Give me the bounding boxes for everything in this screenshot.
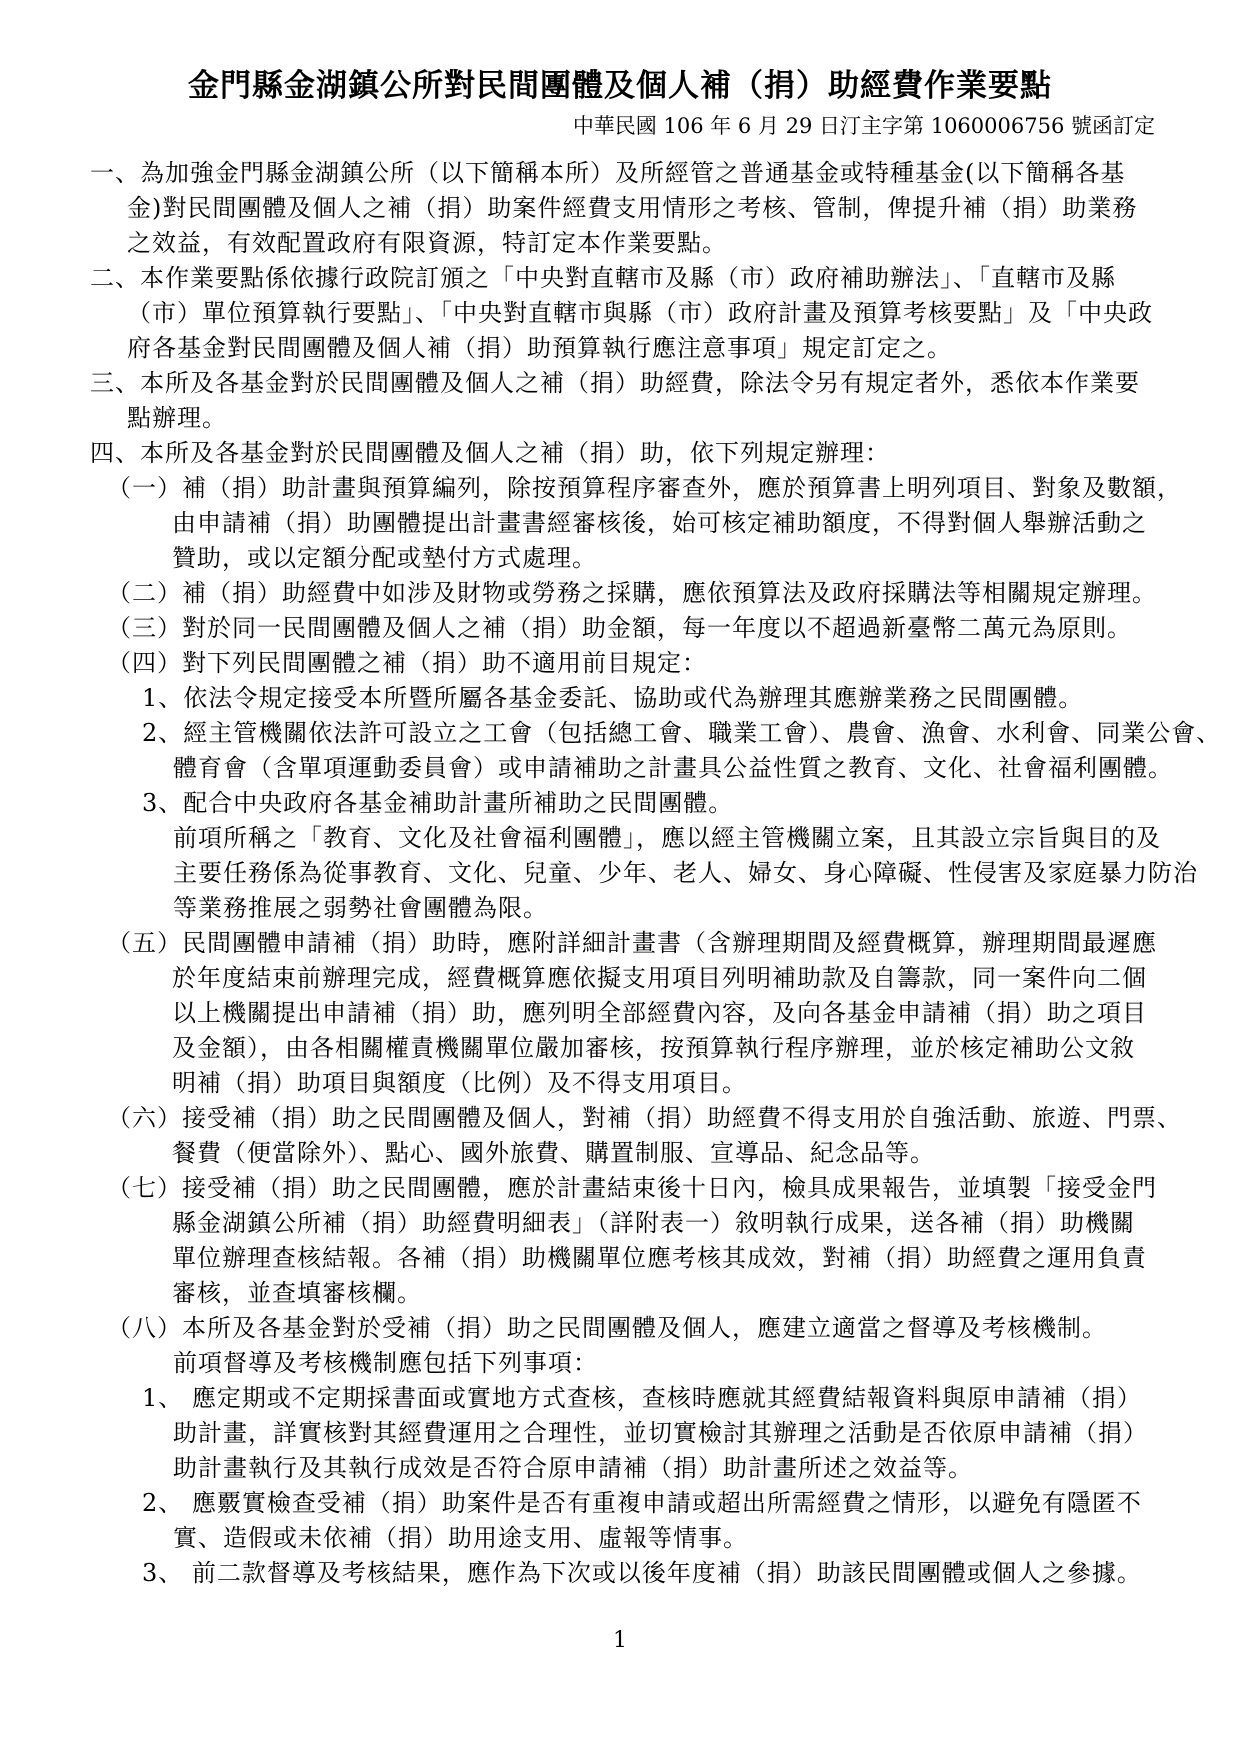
line-text: 前項督導及考核機制應包括下列事項：	[173, 1349, 598, 1377]
line-text: 助計畫執行及其執行成效是否符合原申請補（捐）助計畫所述之效益等。	[173, 1454, 973, 1482]
item-marker: 2、	[142, 1489, 184, 1517]
item-marker: （四）	[107, 649, 182, 677]
document-line	[85, 296, 1180, 331]
line-text: 本作業要點係依據行政院訂頒之「中央對直轄市及縣（市）政府補助辦法」、「直轄市及縣	[140, 264, 1116, 292]
document-line	[85, 891, 1180, 926]
document-line	[85, 786, 1180, 821]
document-line	[85, 436, 1180, 471]
line-text: 縣金湖鎮公所補（捐）助經費明細表」（詳附表一）敘明執行成果，送各補（捐）助機關	[172, 1209, 1135, 1237]
document-line	[85, 366, 1180, 401]
document-line	[85, 1416, 1180, 1451]
document-line	[85, 331, 1180, 366]
line-text: 於年度結束前辦理完成，經費概算應依擬支用項目列明補助款及自籌款，同一案件向二個	[172, 964, 1147, 992]
item-marker: （七）	[107, 1174, 182, 1202]
page-number: 1	[613, 1628, 627, 1653]
document-line	[85, 611, 1180, 646]
line-text: 助計畫，詳實核對其經費運用之合理性，並切實檢討其辦理之活動是否依原申請補（捐）	[173, 1419, 1148, 1447]
document-line	[85, 821, 1180, 856]
line-text: 由申請補（捐）助團體提出計畫書經審核後，始可核定補助額度，不得對個人舉辦活動之	[172, 509, 1147, 537]
document-line	[85, 1276, 1180, 1311]
document-line	[85, 471, 1180, 506]
document-line	[85, 1346, 1180, 1381]
document-line	[85, 261, 1180, 296]
item-marker: （三）	[107, 614, 182, 642]
line-text: 等業務推展之弱勢社會團體為限。	[173, 894, 548, 922]
line-text: 依法令規定接受本所暨所屬各基金委託、協助或代為辦理其應辦業務之民間團體。	[183, 684, 1084, 712]
line-text: 補（捐）助計畫與預算編列，除按預算程序審查外，應於預算書上明列項目、對象及數額，	[182, 474, 1182, 502]
document-title: 金門縣金湖鎮公所對民間團體及個人補（捐）助經費作業要點	[188, 68, 1052, 104]
line-text: 點辦理。	[127, 404, 227, 432]
document-line	[85, 856, 1198, 891]
item-marker: 3、	[142, 1559, 184, 1587]
line-text: 體育會（含單項運動委員會）或申請補助之計畫具公益性質之教育、文化、社會福利團體。	[173, 754, 1173, 782]
document-line	[85, 996, 1180, 1031]
line-text: 金)對民間團體及個人之補（捐）助案件經費支用情形之考核、管制，俾提升補（捐）助業務	[127, 194, 1138, 222]
document-line	[85, 541, 1180, 576]
item-marker: 2、	[142, 719, 184, 747]
item-marker: 二、	[90, 264, 140, 292]
document-line	[85, 751, 1180, 786]
document-line	[85, 1381, 1180, 1416]
document-line	[85, 1311, 1180, 1346]
line-text: 應覈實檢查受補（捐）助案件是否有重複申請或超出所需經費之情形，以避免有隱匿不	[183, 1489, 1142, 1517]
item-marker: （二）	[107, 579, 182, 607]
line-text: 應定期或不定期採書面或實地方式查核，查核時應就其經費結報資料與原申請補（捐）	[183, 1384, 1142, 1412]
line-text: 主要任務係為從事教育、文化、兒童、少年、老人、婦女、身心障礙、性侵害及家庭暴力防治	[173, 859, 1198, 887]
line-text: 實、造假或未依補（捐）助用途支用、虛報等情事。	[173, 1524, 748, 1552]
line-text: 對於同一民間團體及個人之補（捐）助金額，每一年度以不超過新臺幣二萬元為原則。	[182, 614, 1132, 642]
document-line	[85, 226, 1180, 261]
document-line	[85, 576, 1180, 611]
document-line	[85, 1066, 1180, 1101]
document-line	[85, 156, 1180, 191]
item-marker: 三、	[90, 369, 140, 397]
document-line	[85, 1451, 1180, 1486]
document-line	[85, 646, 1180, 681]
line-text: 本所及各基金對於民間團體及個人之補（捐）助，依下列規定辦理：	[140, 439, 890, 467]
item-marker: 四、	[90, 439, 140, 467]
line-text: 民間團體申請補（捐）助時，應附詳細計畫書（含辦理期間及經費概算，辦理期間最遲應	[182, 929, 1157, 957]
item-marker: 1、	[142, 1384, 184, 1412]
document-line	[85, 506, 1180, 541]
item-marker: （六）	[107, 1104, 182, 1132]
document-body	[85, 156, 1222, 1591]
line-text: 本所及各基金對於受補（捐）助之民間團體及個人，應建立適當之督導及考核機制。	[182, 1314, 1107, 1342]
document-line	[85, 1556, 1180, 1591]
document-line	[85, 1136, 1180, 1171]
line-text: 接受補（捐）助之民間團體及個人，對補（捐）助經費不得支用於自強活動、旅遊、門票、	[182, 1104, 1182, 1132]
document-line	[85, 681, 1180, 716]
document-issuance-line: 中華民國 106 年 6 月 29 日汀主字第 1060006756 號函訂定	[572, 114, 1155, 138]
line-text: 餐費（便當除外）、點心、國外旅費、購置制服、宣導品、紀念品等。	[172, 1139, 935, 1167]
line-text: 及金額），由各相關權責機關單位嚴加審核，按預算執行程序辦理，並於核定補助公文敘	[172, 1034, 1135, 1062]
line-text: 單位辦理查核結報。各補（捐）助機關單位應考核其成效，對補（捐）助經費之運用負責	[172, 1244, 1147, 1272]
item-marker: 一、	[90, 159, 140, 187]
line-text: 前二款督導及考核結果，應作為下次或以後年度補（捐）助該民間團體或個人之參據。	[183, 1559, 1142, 1587]
document-line	[85, 191, 1180, 226]
line-text: 對下列民間團體之補（捐）助不適用前目規定：	[182, 649, 707, 677]
document-line	[85, 961, 1180, 996]
line-text: 配合中央政府各基金補助計畫所補助之民間團體。	[183, 789, 734, 817]
document-line	[85, 926, 1180, 961]
line-text: 明補（捐）助項目與額度（比例）及不得支用項目。	[172, 1069, 747, 1097]
document-line	[85, 401, 1180, 436]
line-text: 補（捐）助經費中如涉及財物或勞務之採購，應依預算法及政府採購法等相關規定辦理。	[182, 579, 1157, 607]
document-line	[85, 1171, 1180, 1206]
document-line	[85, 1206, 1180, 1241]
item-marker: （五）	[107, 929, 182, 957]
line-text: 經主管機關依法許可設立之工會（包括總工會、職業工會）、農會、漁會、水利會、同業公會、	[183, 719, 1222, 747]
line-text: 審核，並查填審核欄。	[172, 1279, 422, 1307]
line-text: 府各基金對民間團體及個人補（捐）助預算執行應注意事項」規定訂定之。	[127, 334, 952, 362]
line-text: 以上機關提出申請補（捐）助，應列明全部經費內容，及向各基金申請補（捐）助之項目	[172, 999, 1147, 1027]
document-line	[85, 1101, 1180, 1136]
item-marker: 1、	[142, 684, 184, 712]
document-line	[85, 1241, 1180, 1276]
document-line	[85, 1521, 1180, 1556]
line-text: （市）單位預算執行要點」、「中央對直轄市與縣（市）政府計畫及預算考核要點」及「中央政	[127, 299, 1153, 327]
line-text: 為加強金門縣金湖鎮公所（以下簡稱本所）及所經管之普通基金或特種基金(以下簡稱各基	[140, 159, 1126, 187]
item-marker: 3、	[142, 789, 184, 817]
line-text: 贊助，或以定額分配或墊付方式處理。	[172, 544, 597, 572]
document-line	[85, 716, 1222, 751]
document-line	[85, 1031, 1180, 1066]
item-marker: （八）	[107, 1314, 182, 1342]
document-line	[85, 1486, 1180, 1521]
line-text: 之效益，有效配置政府有限資源，特訂定本作業要點。	[127, 229, 727, 257]
line-text: 前項所稱之「教育、文化及社會福利團體」，應以經主管機關立案，且其設立宗旨與目的及	[173, 824, 1161, 852]
line-text: 本所及各基金對於民間團體及個人之補（捐）助經費，除法令另有規定者外，悉依本作業要	[140, 369, 1140, 397]
line-text: 接受補（捐）助之民間團體，應於計畫結束後十日內，檢具成果報告，並填製「接受金門	[182, 1174, 1157, 1202]
item-marker: （一）	[107, 474, 182, 502]
